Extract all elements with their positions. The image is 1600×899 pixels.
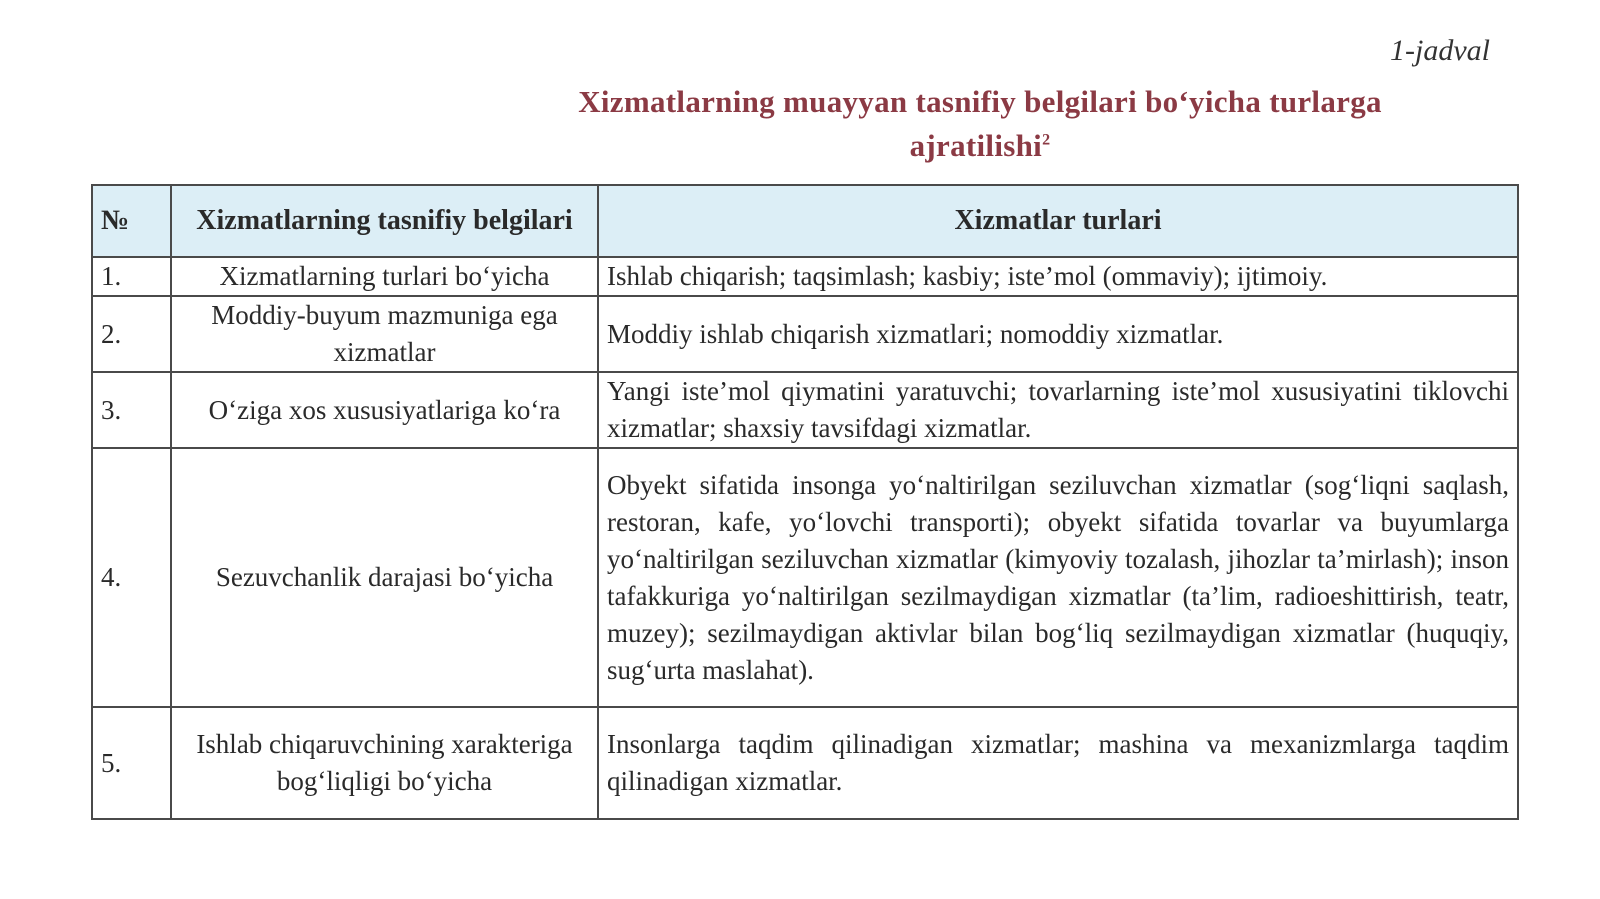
row-types: Moddiy ishlab chiqarish xizmatlari; nomoddiy xizmatlar. <box>598 296 1518 372</box>
column-header-signs: Xizmatlarning tasnifiy belgilari <box>171 185 598 257</box>
table-title <box>520 80 1440 168</box>
footnote-mark: 2 <box>1042 131 1051 149</box>
row-number: 4. <box>92 448 171 707</box>
row-types: Insonlarga taqdim qilinadigan xizmatlar; mashina va mexanizmlarga taqdim qilinadigan xizmatlar. <box>598 707 1518 819</box>
table-row <box>92 296 1518 372</box>
table-row <box>92 257 1518 296</box>
row-sign: O‘ziga xos xususiyatlariga ko‘ra <box>171 372 598 448</box>
table-header-row <box>92 185 1518 257</box>
table-number: 1-jadval <box>1390 34 1490 67</box>
row-types: Ishlab chiqarish; taqsimlash; kasbiy; iste’mol (ommaviy); ijtimoiy. <box>598 257 1518 296</box>
row-sign: Ishlab chiqaruvchining xarakteriga bog‘liqligi bo‘yicha <box>171 707 598 819</box>
row-number: 1. <box>92 257 171 296</box>
row-number: 3. <box>92 372 171 448</box>
table-row <box>92 372 1518 448</box>
column-header-number: № <box>92 185 171 257</box>
row-sign: Xizmatlarning turlari bo‘yicha <box>171 257 598 296</box>
table-row <box>92 448 1518 707</box>
row-sign: Moddiy-buyum mazmuniga ega xizmatlar <box>171 296 598 372</box>
row-types: Yangi iste’mol qiymatini yaratuvchi; tovarlarning iste’mol xususiyatini tiklovchi xizmatlar; shaxsiy tavsifdagi xizmatlar. <box>598 372 1518 448</box>
row-number: 5. <box>92 707 171 819</box>
table-row <box>92 707 1518 819</box>
column-header-types: Xizmatlar turlari <box>598 185 1518 257</box>
row-number: 2. <box>92 296 171 372</box>
row-types: Obyekt sifatida insonga yo‘naltirilgan seziluvchan xizmatlar (sog‘liqni saqlash, restoran, kafe, yo‘lovchi transporti); obyekt sifatida tovarlar va buyumlarga yo‘naltirilgan seziluvchan xizmatlar (kimyoviy tozalash, jihozlar ta’mirlash); inson tafakkuriga yo‘naltirilgan sezilmaydigan xizmatlar (ta’lim, radioeshittirish, teatr, muzey); sezilmaydigan aktivlar bilan bog‘liq sezilmaydigan xizmatlar (huquqiy, sug‘urta maslahat). <box>598 448 1518 707</box>
table-title-text: Xizmatlarning muayyan tasnifiy belgilari bo‘yicha turlarga ajratilishi <box>578 84 1382 163</box>
classification-table <box>91 184 1519 820</box>
row-sign: Sezuvchanlik darajasi bo‘yicha <box>171 448 598 707</box>
